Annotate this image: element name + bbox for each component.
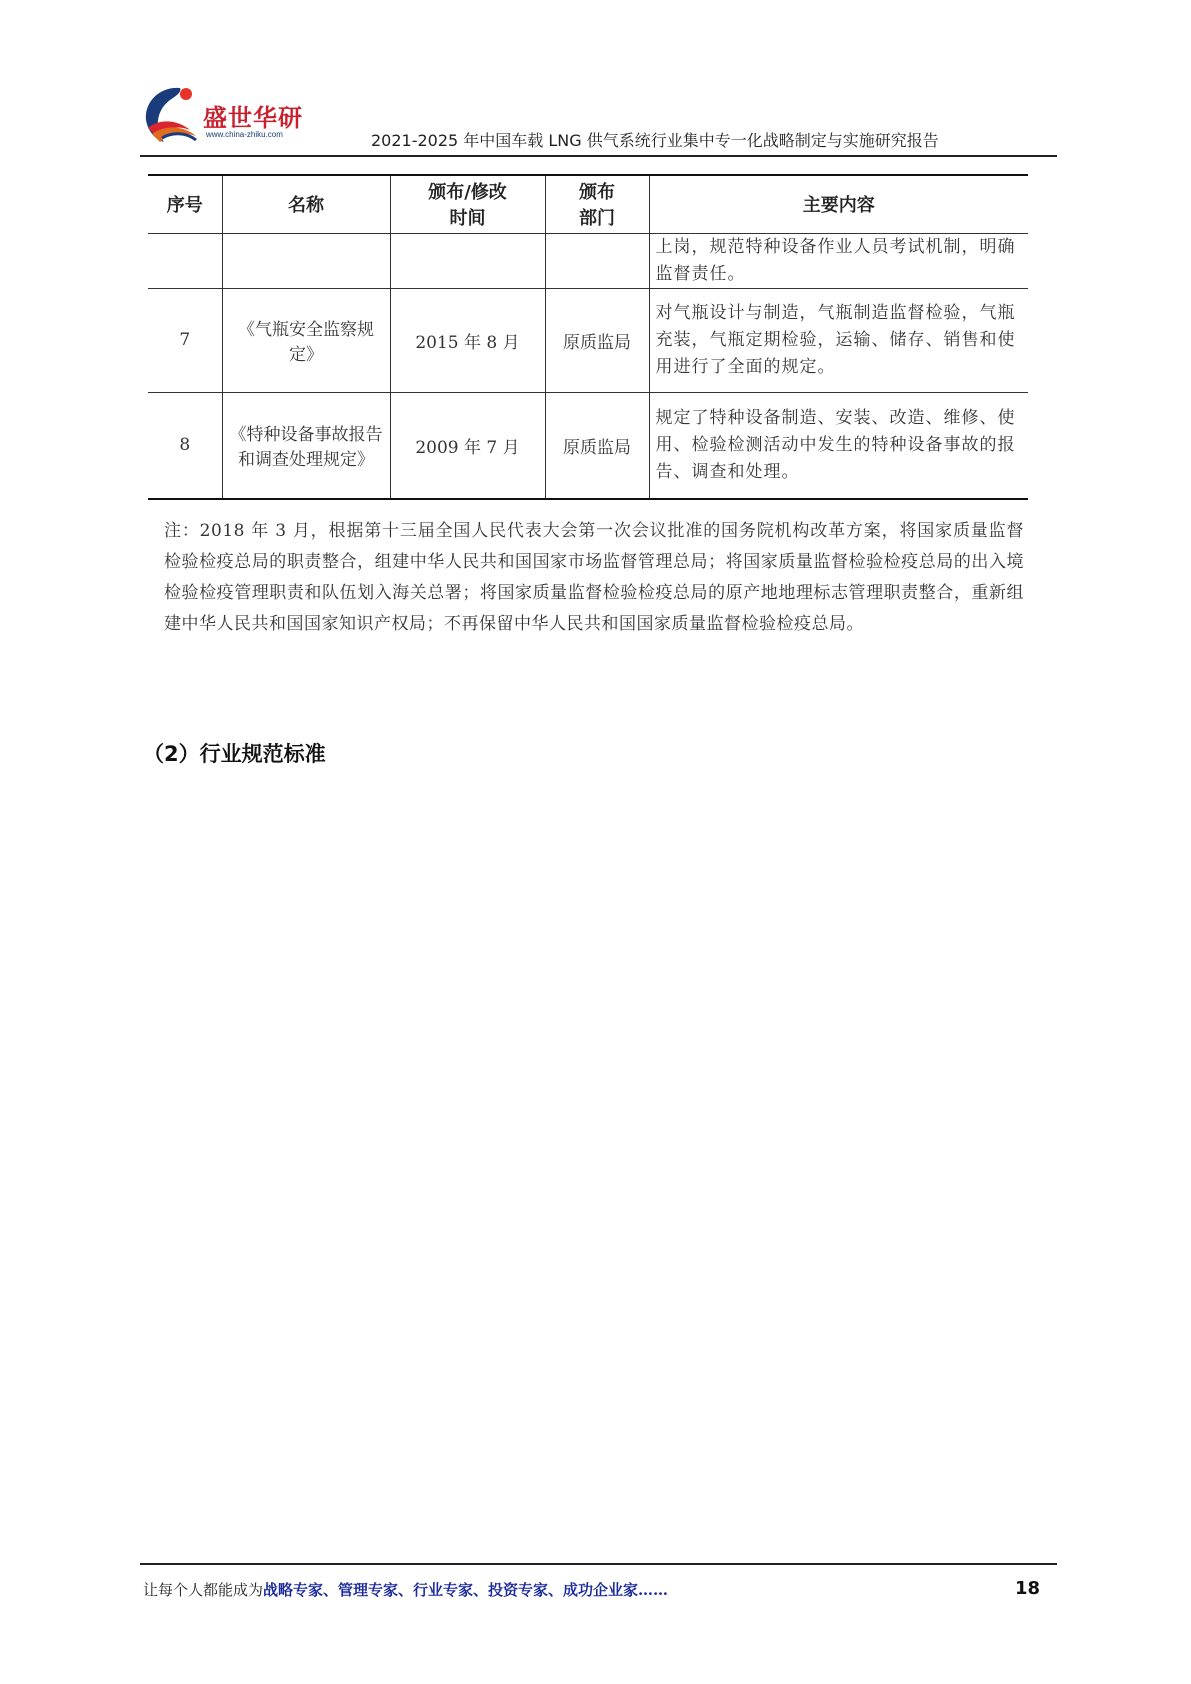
row-dept: 原质监局 <box>545 392 649 499</box>
footer-slogan-highlight: 战略专家、管理专家、行业专家、投资专家、成功企业家…… <box>263 1581 669 1599</box>
row-seq <box>148 233 222 288</box>
regulations-table <box>148 174 1028 500</box>
row-content: 对气瓶设计与制造，气瓶制造监督检验，气瓶充装，气瓶定期检验，运输、储存、销售和使用进行了全面的规定。 <box>649 288 1028 392</box>
row-dept <box>545 233 649 288</box>
table-header-row <box>148 175 1028 233</box>
table-row <box>148 392 1028 499</box>
section-heading: （2）行业规范标准 <box>143 742 326 766</box>
header-content: 主要内容 <box>649 175 1028 233</box>
header-date <box>390 175 545 233</box>
row-date <box>390 233 545 288</box>
header-divider <box>140 155 1057 157</box>
table-note: 注：2018 年 3 月，根据第十三届全国人民代表大会第一次会议批准的国务院机构改革方案，将国家质量监督检验检疫总局的职责整合，组建中华人民共和国国家市场监督管理总局；将国家质量监督检验检疫总局的出入境检验检疫管理职责和队伍划入海关总署；将国家质量监督检验检疫总局的原产地地理标志管理职责整合，重新组建中华人民共和国国家知识产权局；不再保留中华人民共和国国家质量监督检验检疫总局。 <box>164 521 1024 634</box>
footer-slogan <box>143 1579 668 1600</box>
header-date-line1: 颁布/修改 <box>428 182 507 204</box>
header-seq: 序号 <box>148 175 222 233</box>
row-date: 2009 年 7 月 <box>390 392 545 499</box>
header-dept <box>545 175 649 233</box>
row-content: 规定了特种设备制造、安装、改造、维修、使用、检验检测活动中发生的特种设备事故的报告、调查和处理。 <box>649 392 1028 499</box>
footer-divider <box>140 1563 1057 1565</box>
report-title: 2021-2025 年中国车载 LNG 供气系统行业集中专一化战略制定与实施研究报告 <box>371 131 939 150</box>
page-number: 18 <box>1015 1578 1041 1599</box>
logo-name: 盛世华研 <box>203 104 303 132</box>
row-name: 《特种设备事故报告和调查处理规定》 <box>222 392 390 499</box>
row-name: 《气瓶安全监察规定》 <box>222 288 390 392</box>
header-name: 名称 <box>222 175 390 233</box>
row-dept: 原质监局 <box>545 288 649 392</box>
row-seq: 8 <box>148 392 222 499</box>
row-content: 上岗，规范特种设备作业人员考试机制，明确监督责任。 <box>649 233 1028 288</box>
footer-slogan-prefix: 让每个人都能成为 <box>143 1581 264 1599</box>
logo-url: www.china-zhiku.com <box>206 130 283 139</box>
table-row <box>148 233 1028 288</box>
row-date: 2015 年 8 月 <box>390 288 545 392</box>
row-name <box>222 233 390 288</box>
table-row <box>148 288 1028 392</box>
header-dept-line1: 颁布 <box>579 182 615 204</box>
header-dept-line2: 部门 <box>579 208 615 230</box>
header-date-line2: 时间 <box>449 208 486 230</box>
row-seq: 7 <box>148 288 222 392</box>
